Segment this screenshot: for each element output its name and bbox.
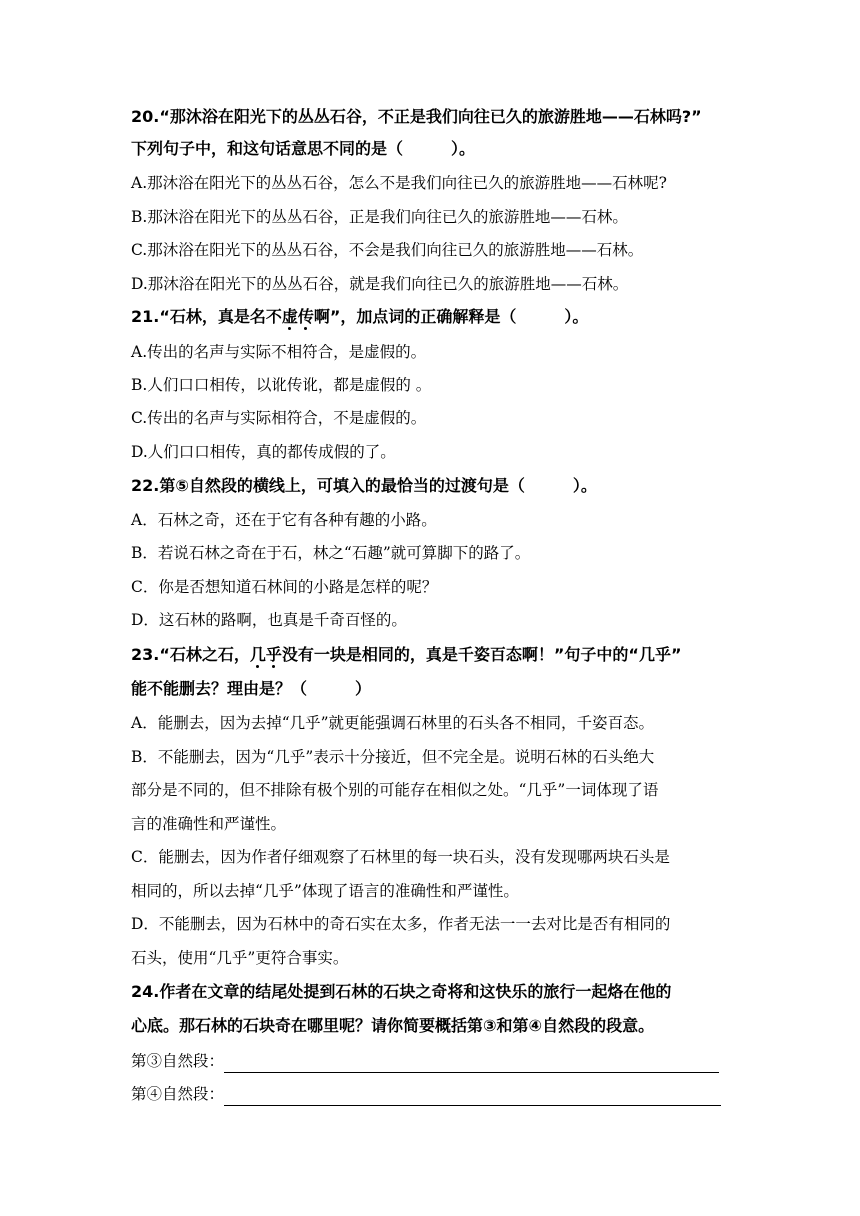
q21-option-a: A.传出的名声与实际不相符合，是虚假的。 xyxy=(131,343,427,361)
q21-dotted-char-2: 传 xyxy=(297,307,314,326)
q21-stem-post: 啊”，加点词的正确解释是（ ）。 xyxy=(313,307,589,326)
q20-option-b: B.那沐浴在阳光下的丛丛石谷，正是我们向往已久的旅游胜地——石林。 xyxy=(131,208,628,226)
q24-label-paragraph-4: 第④自然段： xyxy=(131,1085,225,1103)
q23-dotted-char-1: 几 xyxy=(249,645,266,664)
q20-option-d: D.那沐浴在阳光下的丛丛石谷，就是我们向往已久的旅游胜地——石林。 xyxy=(131,275,629,293)
q23-stem-line1 xyxy=(131,643,681,667)
q23-option-c-line1: C．能删去，因为作者仔细观察了石林里的每一块石头，没有发现哪两块石头是 xyxy=(131,848,670,866)
q22-stem: 22.第⑤自然段的横线上，可填入的最恰当的过渡句是（ ）。 xyxy=(131,476,597,495)
q21-stem-pre: 21.“石林，真是名不 xyxy=(131,307,282,326)
q23-option-b-line1: B．不能删去，因为“几乎”表示十分接近，但不完全是。说明石林的石头绝大 xyxy=(131,748,655,766)
q22-option-d: D．这石林的路啊，也真是千奇百怪的。 xyxy=(131,611,407,629)
q21-option-d: D.人们口口相传，真的都传成假的了。 xyxy=(131,443,396,461)
q24-label-paragraph-3: 第③自然段： xyxy=(131,1052,225,1070)
q23-stem-pre: 23.“石林之石， xyxy=(131,645,250,664)
q24-stem-line1: 24.作者在文章的结尾处提到石林的石块之奇将和这快乐的旅行一起烙在他的 xyxy=(131,982,672,1001)
q22-option-c: C．你是否想知道石林间的小路是怎样的呢？ xyxy=(131,578,438,596)
q24-answer-row-4 xyxy=(131,1082,721,1106)
q23-option-b-line2: 部分是不同的，但不排除有极个别的可能存在相似之处。“几乎”一词体现了语 xyxy=(131,781,659,799)
q21-option-c: C.传出的名声与实际相符合，不是虚假的。 xyxy=(131,409,427,427)
q24-answer-blank-4[interactable] xyxy=(224,1087,721,1106)
q21-dotted-char-1: 虚 xyxy=(281,307,298,326)
q23-option-a: A．能删去，因为去掉“几乎”就更能强调石林里的石头各不相同，千姿百态。 xyxy=(131,714,655,732)
q24-stem-line2: 心底。那石林的石块奇在哪里呢？请你简要概括第③和第④自然段的段意。 xyxy=(131,1016,655,1035)
q24-answer-row-3 xyxy=(131,1049,719,1073)
q22-option-a: A．石林之奇，还在于它有各种有趣的小路。 xyxy=(131,511,437,529)
q23-option-d-line2: 石头，使用“几乎”更符合事实。 xyxy=(131,949,349,967)
q20-stem-line1: 20.“那沐浴在阳光下的丛丛石谷，不正是我们向往已久的旅游胜地——石林吗?” xyxy=(131,107,702,126)
q24-answer-blank-3[interactable] xyxy=(224,1054,719,1073)
q23-stem-post: 没有一块是相同的，真是千姿百态啊！”句子中的“几乎” xyxy=(281,645,682,664)
q23-option-b-line3: 言的准确性和严谨性。 xyxy=(131,815,287,833)
q22-option-b: B．若说石林之奇在于石，林之“石趣”就可算脚下的路了。 xyxy=(131,544,531,562)
q20-option-a: A.那沐浴在阳光下的丛丛石谷，怎么不是我们向往已久的旅游胜地——石林呢? xyxy=(131,174,667,192)
q23-stem-line2: 能不能删去？理由是？（ ） xyxy=(131,679,372,698)
q21-option-b: B.人们口口相传，以讹传讹，都是虚假的 。 xyxy=(131,376,432,394)
q20-stem-line2: 下列句子中，和这句话意思不同的是（ ）。 xyxy=(131,139,476,158)
q21-stem xyxy=(131,305,588,329)
q23-dotted-char-2: 乎 xyxy=(265,645,282,664)
q23-option-d-line1: D．不能删去，因为石林中的奇石实在太多，作者无法一一去对比是否有相同的 xyxy=(131,915,671,933)
q20-option-c: C.那沐浴在阳光下的丛丛石谷，不会是我们向往已久的旅游胜地——石林。 xyxy=(131,241,644,259)
q23-option-c-line2: 相同的，所以去掉“几乎”体现了语言的准确性和严谨性。 xyxy=(131,882,519,900)
